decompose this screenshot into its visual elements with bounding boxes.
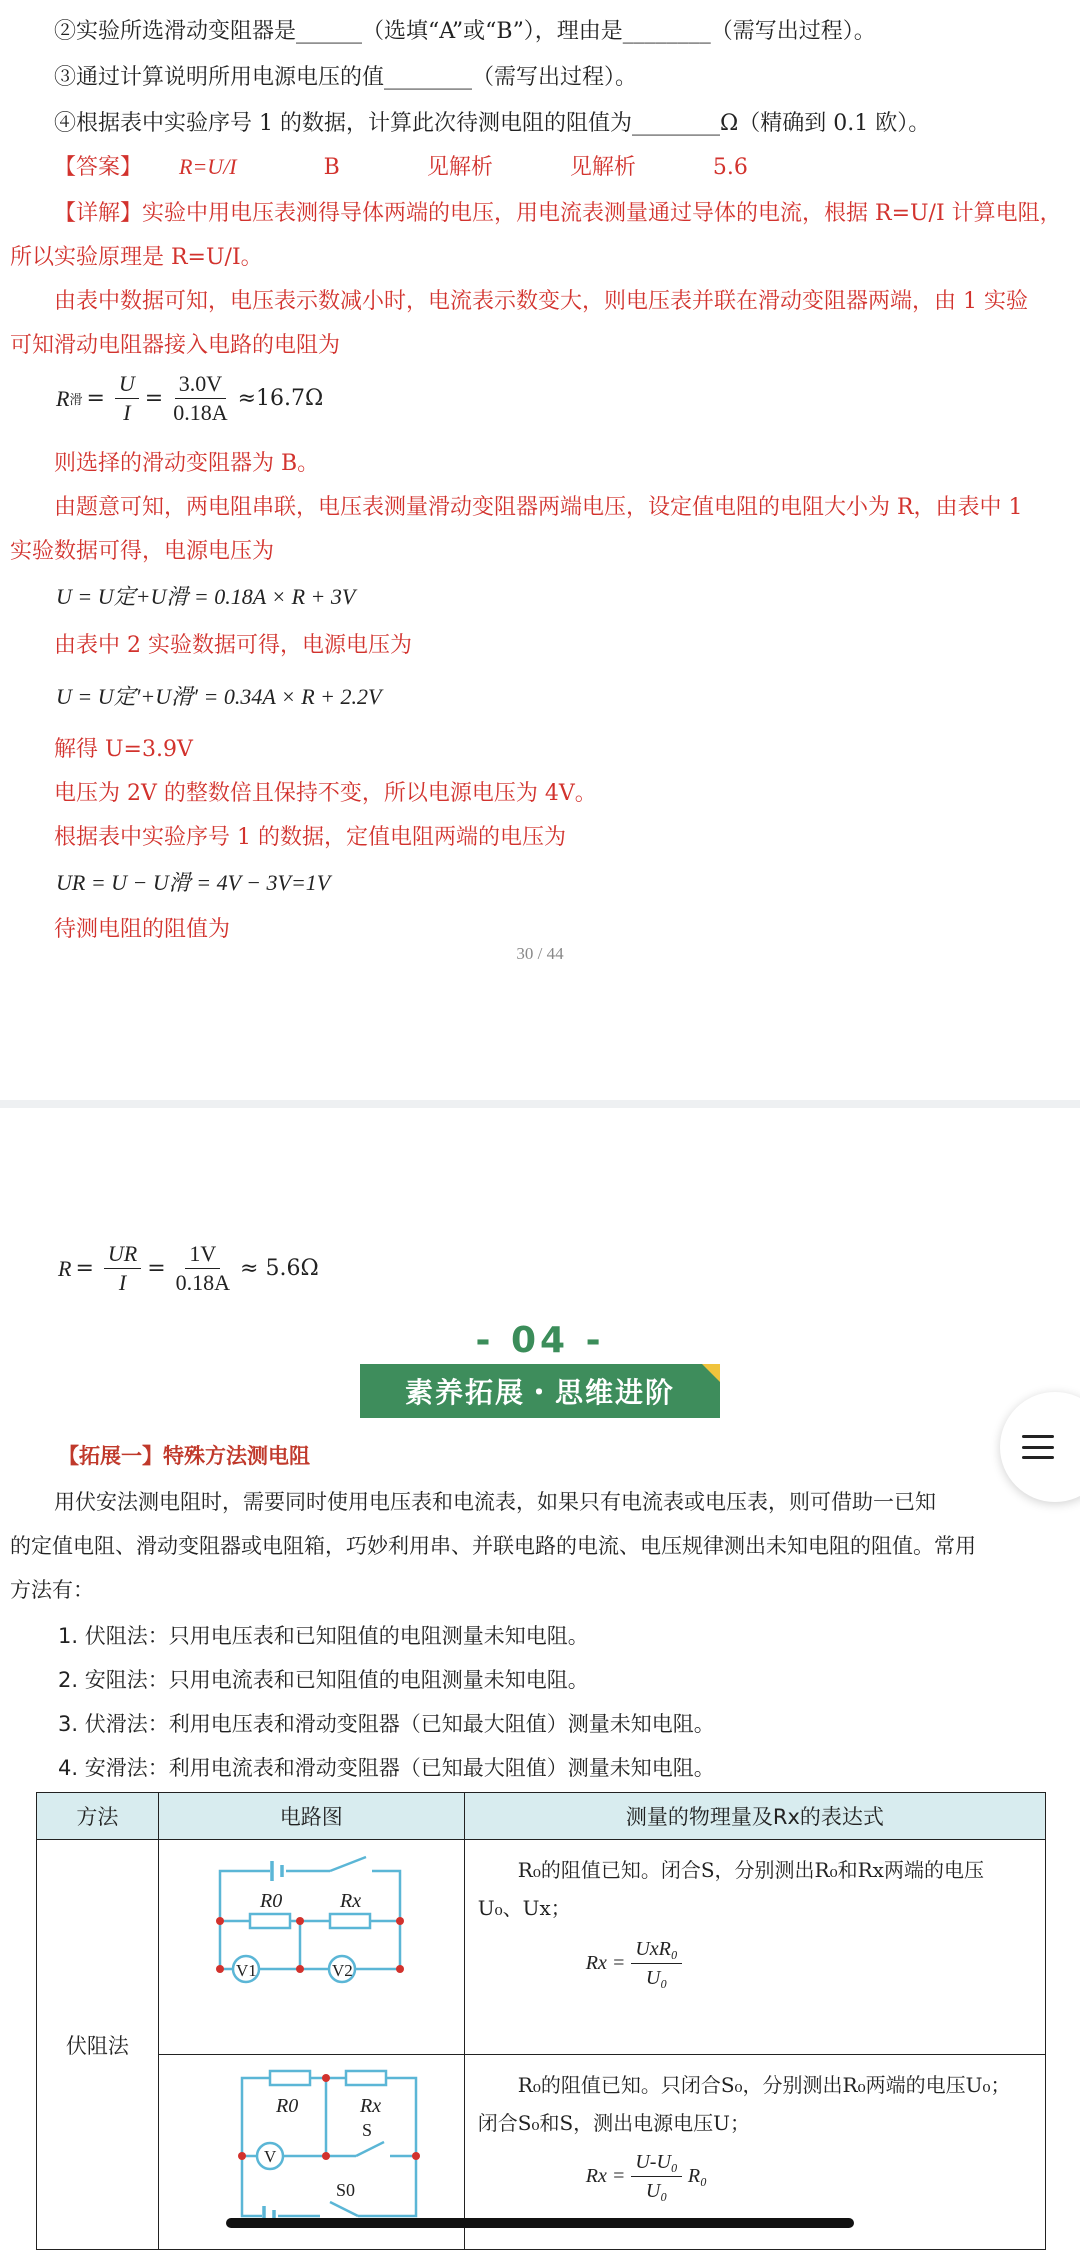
formula-r-slide: R 滑 = $\frac{U}{I}$ = $\frac{3.0V}{0.18A}$ ≈16.7Ω: [56, 371, 324, 425]
method-item: 2. 安阻法：只用电流表和已知阻值的电阻测量未知电阻。: [58, 1668, 589, 1692]
row2-desc-line-1: R₀的阻值已知。只闭合S₀，分别测出R₀两端的电压U₀；: [517, 2073, 1011, 2097]
label-r0: R0: [259, 1890, 282, 1912]
banner-corner: [702, 1364, 720, 1382]
answer-4: 见解析: [569, 155, 636, 180]
method-name-cell: [37, 1840, 159, 2250]
row1-desc-line-1: R₀的阻值已知。闭合S，分别测出R₀和Rx两端的电压: [517, 1858, 984, 1882]
ext-para-line-3: 方法有：: [10, 1578, 94, 1602]
para2-line-2: 可知滑动电阻器接入电路的电阻为: [10, 333, 341, 358]
answer-3: 见解析: [426, 155, 493, 180]
voltage-note: 电压为 2V 的整数倍且保持不变，所以电源电压为 4V。: [54, 781, 597, 806]
para3-line-1: 由题意可知，两电阻串联，电压表测量滑动变阻器两端电压，设定值电阻的电阻大小为 R，由表中 1: [54, 495, 1023, 520]
detail-label: 【详解】: [54, 201, 143, 226]
label-rx: Rx: [359, 2095, 381, 2117]
table-header-expression: 测量的物理量及Rx的表达式: [464, 1793, 1045, 1840]
solve-line: 解得 U=3.9V: [54, 737, 193, 762]
table-row: [37, 1840, 1046, 2055]
label-v2: V2: [331, 1961, 353, 1980]
table-header-row: [37, 1793, 1046, 1840]
answer-row: [54, 150, 748, 181]
question-2: ②实验所选滑动变阻器是______（选填“A”或“B”），理由是________（需写出过程）。: [54, 19, 876, 44]
row1-desc-line-2: U₀、Ux；: [477, 1896, 571, 1920]
circuit-diagram-1: [160, 1841, 460, 2053]
formula-3: U = U定′+U滑′ = 0.34A × R + 2.2V: [56, 684, 382, 709]
choose-b: 则选择的滑动变阻器为 B。: [54, 451, 320, 476]
label-r0: R0: [275, 2095, 298, 2117]
page-divider: [0, 1100, 1080, 1108]
method-item: 4. 安滑法：利用电流表和滑动变阻器（已知最大阻值）测量未知电阻。: [58, 1756, 715, 1780]
circuit-1-cell: [158, 1840, 464, 2055]
label-v1: V1: [235, 1961, 257, 1980]
document-page-30: [0, 0, 1080, 1100]
seq1-note: 根据表中实验序号 1 的数据，定值电阻两端的电压为: [54, 825, 566, 850]
home-indicator[interactable]: [226, 2218, 854, 2228]
answer-5: 5.6: [712, 155, 748, 180]
ext-para-line-2: 的定值电阻、滑动变阻器或电阻箱，巧妙利用串、并联电路的电流、电压规律测出未知电阻的阻值。常用: [10, 1534, 976, 1558]
question-4: ④根据表中实验序号 1 的数据，计算此次待测电阻的阻值为________Ω（精确到 0.1 欧）。: [54, 111, 931, 136]
answer-label: 【答案】: [54, 155, 143, 180]
row2-desc-line-2: 闭合S₀和S，测出电源电压U；: [477, 2111, 751, 2135]
hamburger-icon: [1022, 1435, 1054, 1459]
expression-1-cell: [464, 1840, 1045, 2055]
para2-line-1: 由表中数据可知，电压表示数减小时，电流表示数变大，则电压表并联在滑动变阻器两端，由 1 实验: [54, 289, 1028, 314]
formula-4: UR = U − U滑 = 4V − 3V=1V: [56, 870, 331, 895]
ext-para-line-1: 用伏安法测电阻时，需要同时使用电压表和电流表，如果只有电流表或电压表，则可借助一已知: [54, 1490, 936, 1514]
section-banner: [360, 1364, 720, 1418]
method-name: 伏阻法: [65, 2033, 129, 2058]
measured-note: 待测电阻的阻值为: [54, 917, 231, 942]
methods-table: [36, 1792, 1046, 2250]
label-s: S: [361, 2120, 372, 2140]
formula-2: U = U定+U滑 = 0.18A × R + 3V: [56, 584, 356, 609]
detail-line-2: 所以实验原理是 R=U/I。: [10, 245, 263, 270]
detail-line-1: 【详解】实验中用电压表测得导体两端的电压，用电流表测量通过导体的电流，根据 R=U/I 计算电阻，: [54, 201, 1062, 226]
section-title: 素养拓展・思维进阶: [404, 1376, 675, 1409]
section-number: - 04 -: [475, 1320, 605, 1361]
table-header-circuit: 电路图: [158, 1793, 464, 1840]
method-item: 1. 伏阻法：只用电压表和已知阻值的电阻测量未知电阻。: [58, 1624, 589, 1648]
answer-2: B: [323, 155, 340, 180]
extension-title: 【拓展一】特殊方法测电阻: [58, 1444, 310, 1468]
row1-formula: Rx = $\frac{\text{UxR₀}}{\text{U₀}}$: [586, 1935, 1044, 1992]
label-rx: Rx: [339, 1890, 361, 1912]
para3-line-2: 实验数据可得，电源电压为: [10, 539, 275, 564]
table2-intro: 由表中 2 实验数据可得，电源电压为: [54, 633, 412, 658]
label-v: V: [263, 2147, 277, 2166]
row2-formula: Rx = $\frac{\text{U-U₀}}{\text{U₀}}$ R₀: [586, 2148, 1044, 2205]
page-number: 30 / 44: [516, 944, 564, 963]
table-header-method: 方法: [37, 1793, 159, 1840]
question-3: ③通过计算说明所用电源电压的值________（需写出过程）。: [54, 65, 638, 90]
method-item: 3. 伏滑法：利用电压表和滑动变阻器（已知最大阻值）测量未知电阻。: [58, 1712, 715, 1736]
formula-r-result: R = $\frac{UR}{I}$ = $\frac{1V}{0.18A}$ ≈ 5.6Ω: [58, 1241, 319, 1295]
label-s0: S0: [335, 2180, 355, 2200]
answer-1: R=U/I: [179, 154, 237, 179]
